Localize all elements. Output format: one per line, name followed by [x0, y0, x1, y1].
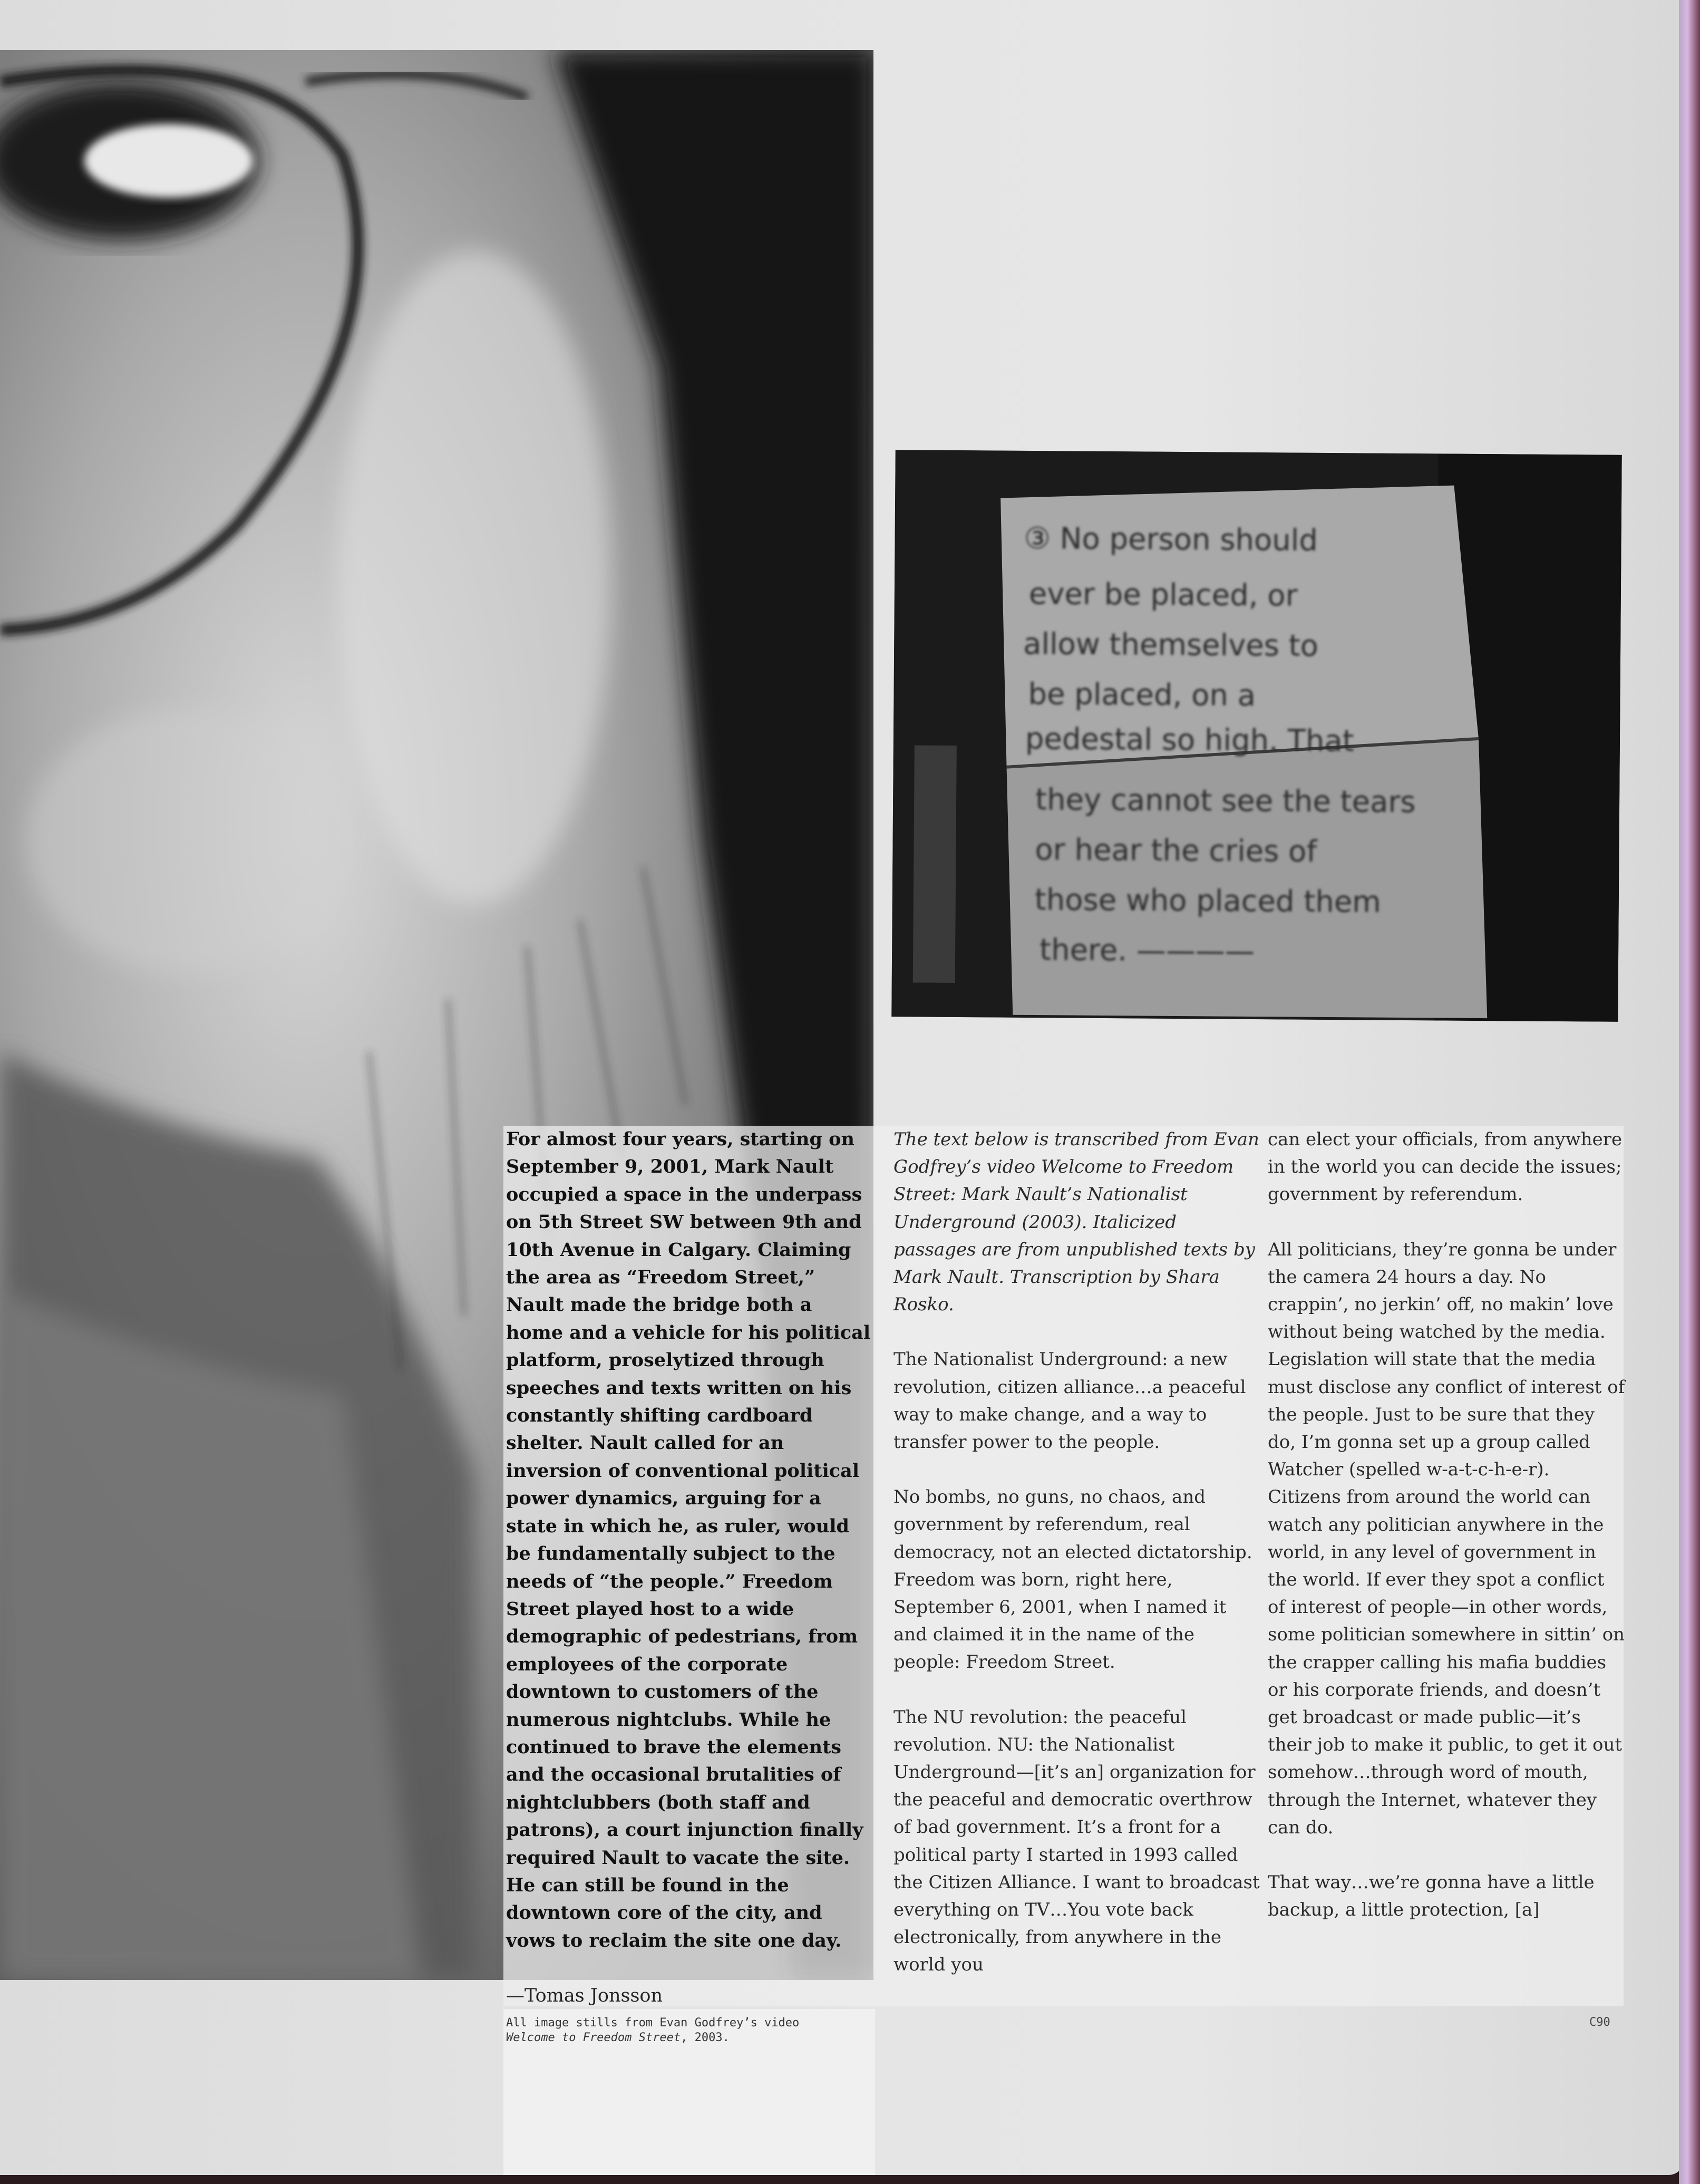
sign-handwriting: ③ No person should ever be placed, or allow themselves to be placed, on a pedestal so high. That they cannot see the tears or hear the cries of those who placed them there. ———— [1023, 521, 1416, 969]
transcript-paragraph: All politicians, they’re gonna be under the camera 24 hours a day. No crappin’, no jerkin’ off, no makin’ love without being watched by the media. Legislation will state that the media must disclose any conflict of interest of the people. Just to be sure that they do, I’m gonna set up a group called Watcher (spelled w-a-t-c-h-e-r). Citizens from around the world can watch any politician anywhere in the world, in any level of government in the world. If ever they spot a conflict of interest of people—in other words, some politician somewhere in sittin’ on the crapper calling his mafia buddies or his corporate friends, and doesn’t get broadcast or made public—it’s their job to make it public, to get it out somehow…through word of mouth, through the Internet, whatever they can do. [1268, 1239, 1625, 1838]
transcript-paragraph: The NU revolution: the peaceful revolution. NU: the Nationalist Underground—[it’s an] organization for the peaceful and democratic overthrow of bad government. It’s a front for a political party I started in 1993 called the Citizen Alliance. I want to broadcast everything on TV…You vote back electronically, from anywhere in the world you [893, 1706, 1260, 1976]
caption-video-title: Welcome to Freedom Street [506, 2031, 681, 2044]
caption-line: All image stills from Evan Godfrey’s video [506, 2016, 800, 2030]
intro-paragraph: For almost four years, starting on September 9, 2001, Mark Nault occupied a space in the underpass on 5th Street SW between 9th and 10th Avenue in Calgary. Claiming the area as “Freedom Street,” Nault made the bridge both a home and a vehicle for his political platform, proselytized through speeches and texts written on his constantly shifting cardboard shelter. Nault called for an inversion of conventional political power dynamics, arguing for a state in which he, as ruler, would be fundamentally subject to the needs of “the people.” Freedom Street played host to a wide demographic of pedestrians, from employees of the corporate downtown to customers of the numerous nightclubs. While he continued to brave the elements and the occasional brutalities of nightclubbers (both staff and patrons), a court injunction finally required Nault to vacate the site. He can still be found in the downtown core of the city, and vows to reclaim the site one day. [506, 1128, 871, 1951]
transcript-paragraph: The Nationalist Underground: a new revolution, citizen alliance…a peaceful way to make change, and a way to transfer power to the people. [893, 1349, 1246, 1453]
image-caption [506, 2016, 875, 2045]
article-text-panel [503, 1126, 1624, 2006]
intro-column [506, 1126, 875, 2037]
sign-photo [891, 450, 1621, 1022]
transcript-paragraph: That way…we’re gonna have a little backup, a little protection, [a] [1268, 1872, 1595, 1921]
transcript-column-2 [1268, 1126, 1626, 1951]
author-signature: —Tomas Jonsson [506, 1985, 663, 2007]
page-number: C90 [1589, 2016, 1610, 2029]
transcript-column-1 [893, 1126, 1262, 2006]
caption-year: , 2003. [681, 2031, 730, 2044]
page-edge [1679, 0, 1700, 2184]
transcript-paragraph: can elect your officials, from anywhere in the world you can decide the issues; government by referendum. [1268, 1129, 1623, 1205]
transcript-paragraph: No bombs, no guns, no chaos, and government by referendum, real democracy, not an elected dictatorship. Freedom was born, right here, September 6, 2001, when I named it and claimed it in the name of the people: Freedom Street. [893, 1486, 1252, 1673]
transcription-note: The text below is transcribed from Evan Godfrey’s video Welcome to Freedom Street: Mark Nault’s Nationalist Underground (2003). Italicized passages are from unpublished texts by Mark Nault. Transcription by Shara Rosko. [893, 1129, 1259, 1316]
